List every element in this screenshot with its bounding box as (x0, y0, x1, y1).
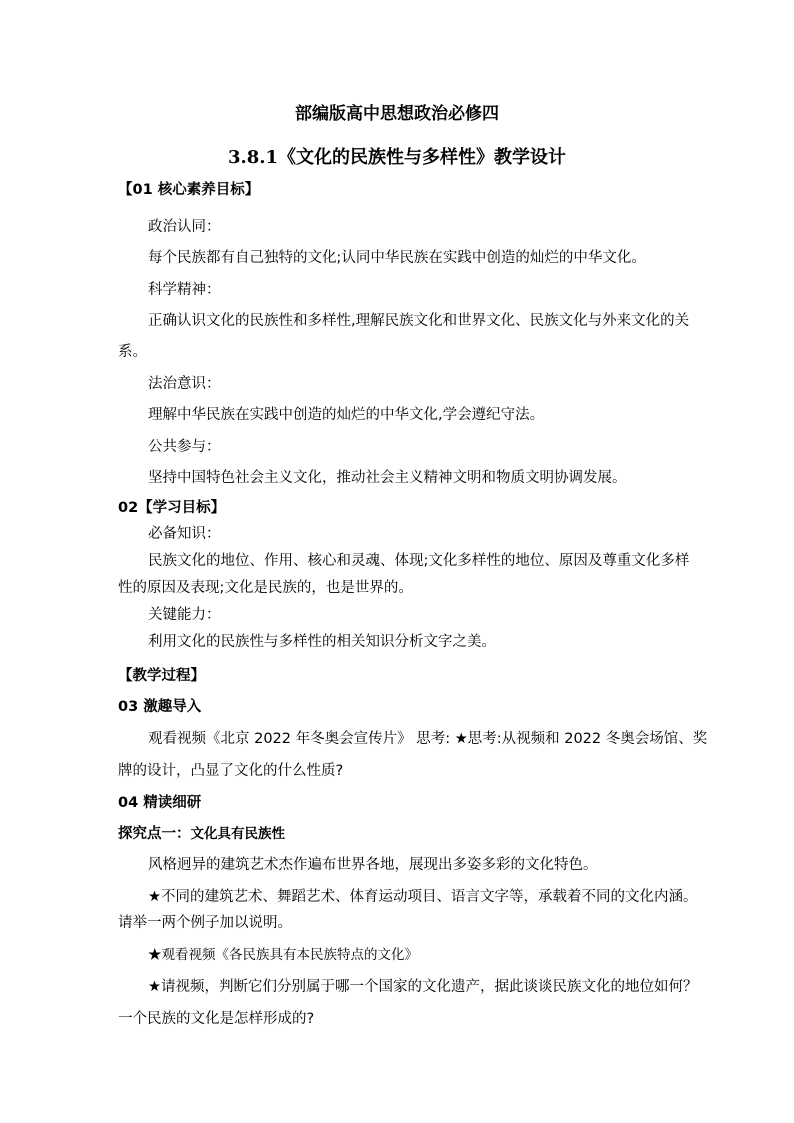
process-line-2: 牌的设计，凸显了文化的什么性质? (118, 763, 344, 779)
section-04-heading: 04 精读细研 (118, 795, 202, 811)
process-line-1: 观看视频《北京 2022 年冬奥会宣传片》 思考: ★思考:从视频和 2022 冬奥会场馆、奖 (148, 731, 708, 747)
process-line-4: ★不同的建筑艺术、舞蹈艺术、体育运动项目、语言文字等，承载着不同的文化内涵。 (148, 889, 698, 905)
s01-line-9: 坚持中国特色社会主义文化，推动社会主义精神文明和物质文明协调发展。 (148, 470, 627, 486)
process-line-5: 请举一两个例子加以说明。 (118, 915, 292, 931)
s01-line-5: 系。 (118, 344, 147, 360)
process-line-6: ★观看视频《各民族具有本民族特点的文化》 (148, 947, 418, 963)
s01-line-1: 政治认同： (148, 219, 221, 235)
s01-line-3: 科学精神： (148, 282, 221, 298)
explore-point-1 (118, 824, 285, 844)
s01-line-4: 正确认识文化的民族性和多样性,理解民族文化和世界文化、民族文化与外来文化的关 (148, 313, 690, 329)
explore-point-label: 探究点一： (118, 826, 191, 842)
s02-line-4: 关键能力： (148, 607, 221, 623)
s02-line-5: 利用文化的民族性与多样性的相关知识分析文字之美。 (148, 634, 496, 650)
s01-line-6: 法治意识： (148, 376, 221, 392)
explore-point-title: 文化具有民族性 (190, 826, 285, 842)
s01-line-2: 每个民族都有自己独特的文化;认同中华民族在实践中创造的灿烂的中华文化。 (148, 250, 646, 266)
s02-line-1: 必备知识： (148, 526, 221, 542)
s02-line-3: 性的原因及表现;文化是民族的，也是世界的。 (118, 580, 413, 596)
s02-line-2: 民族文化的地位、作用、核心和灵魂、体现;文化多样性的地位、原因及尊重文化多样 (148, 553, 690, 569)
section-03-heading: 03 激趣导入 (118, 699, 202, 715)
s01-line-7: 理解中华民族在实践中创造的灿烂的中华文化,学会遵纪守法。 (148, 407, 545, 423)
s01-line-8: 公共参与： (148, 439, 221, 455)
teaching-process-heading: 【教学过程】 (118, 668, 205, 684)
section-02-heading: 02【学习目标】 (118, 500, 226, 516)
process-line-7: ★请视频，判断它们分别属于哪一个国家的文化遗产，据此谈谈民族文化的地位如何？ (148, 979, 698, 995)
process-line-8: 一个民族的文化是怎样形成的? (118, 1011, 315, 1027)
process-line-3: 风格迥异的建筑艺术杰作遍布世界各地，展现出多姿多彩的文化特色。 (148, 857, 598, 873)
section-01-heading: 【01 核心素养目标】 (118, 182, 260, 198)
document-title: 部编版高中思想政治必修四 (295, 104, 499, 124)
document-subtitle: 3.8.1《文化的民族性与多样性》教学设计 (227, 147, 567, 168)
